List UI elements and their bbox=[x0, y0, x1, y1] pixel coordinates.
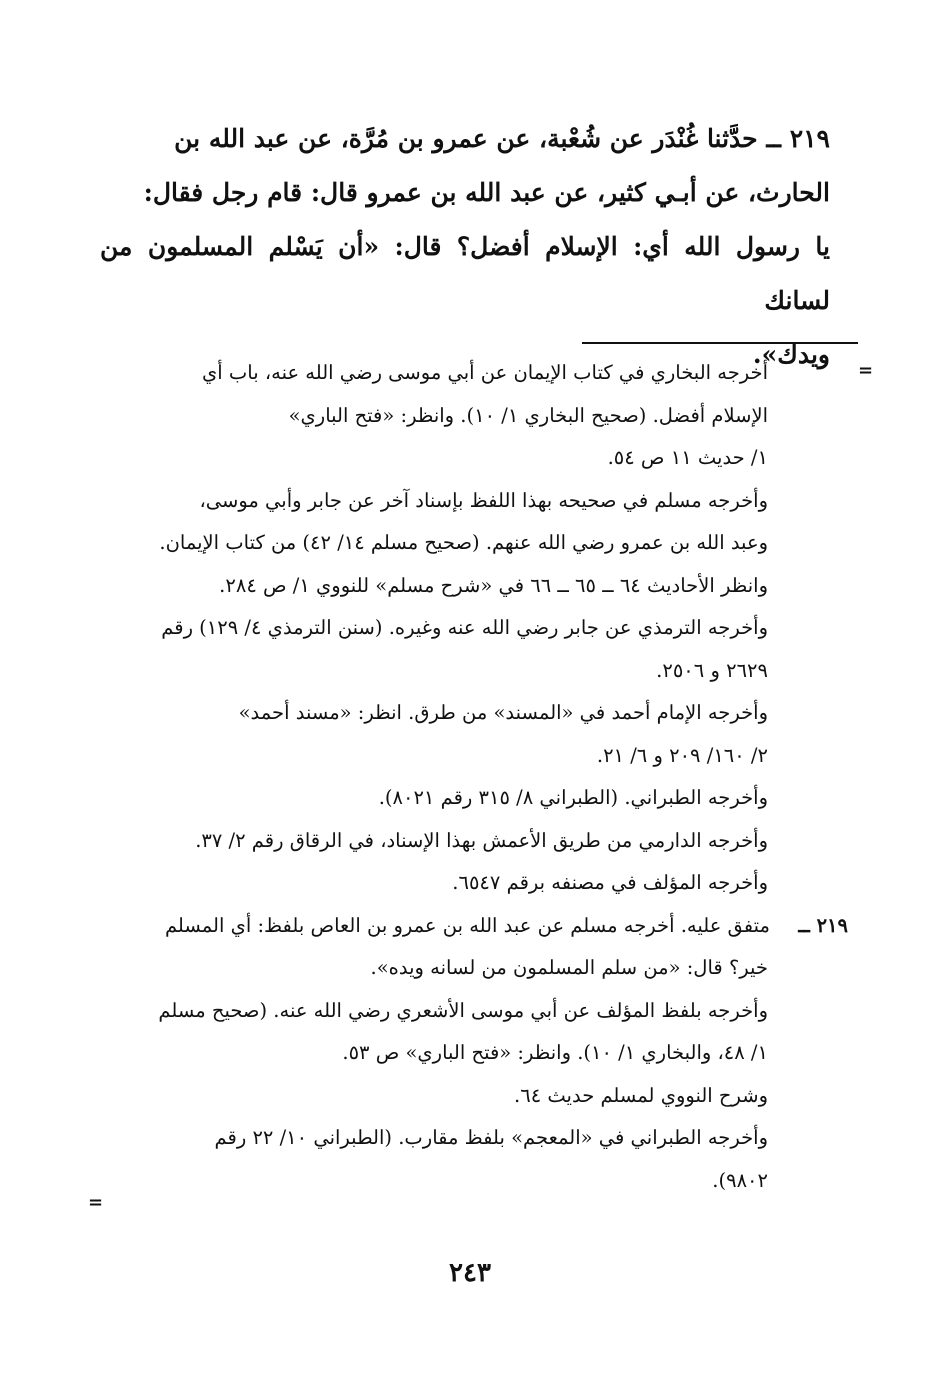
footnote-219-first-line bbox=[100, 905, 848, 948]
footnote-line: وأخرجه الطبراني في «المعجم» بلفظ مقارب. (الطبراني ١٠/ ٢٢ رقم bbox=[214, 1126, 768, 1149]
continuation-mark-top: = bbox=[858, 360, 874, 381]
main-text-line: ٢١٩ ــ حدَّثنا غُنْدَر عن شُعْبة، عن عمرو بن مُرَّة، عن عبد الله بن bbox=[174, 124, 830, 153]
footnote-line: أخرجه البخاري في كتاب الإيمان عن أبي موسى رضي الله عنه، باب أي bbox=[202, 361, 768, 384]
main-text-line: الحارث، عن أبـي كثير، عن عبد الله بن عمرو قال: قام رجل فقال: bbox=[143, 178, 830, 207]
page-number: ٢٤٣ bbox=[449, 1258, 491, 1288]
footnote-line: وأخرجه الترمذي عن جابر رضي الله عنه وغيره. (سنن الترمذي ٤/ ١٢٩) رقم bbox=[161, 616, 768, 639]
main-text-line: يا رسول الله أي: الإسلام أفضل؟ قال: «أن يَسْلم المسلمون من لسانك bbox=[100, 232, 830, 315]
footnote-line: وأخرجه الدارمي من طريق الأعمش بهذا الإسناد، في الرقاق رقم ٢/ ٣٧. bbox=[195, 828, 768, 852]
footnote-line: متفق عليه. أخرجه مسلم عن عبد الله بن عمرو بن العاص بلفظ: أي المسلم bbox=[164, 913, 770, 937]
footnote-line: الإسلام أفضل. (صحيح البخاري ١/ ١٠). وانظر: «فتح الباري» bbox=[288, 403, 768, 427]
footnote-line: ١/ حديث ١١ ص ٥٤. bbox=[607, 446, 768, 469]
footnote-line: وأخرجه بلفظ المؤلف عن أبي موسى الأشعري رضي الله عنه. (صحيح مسلم bbox=[158, 998, 768, 1022]
footnote-line: وأخرجه المؤلف في مصنفه برقم ٦٥٤٧. bbox=[452, 871, 768, 894]
footnotes bbox=[100, 352, 848, 1202]
footnote-line: وأخرجه الإمام أحمد في «المسند» من طرق. انظر: «مسند أحمد» bbox=[238, 701, 768, 724]
footnote-line: ٩٨٠٢). bbox=[712, 1168, 768, 1192]
footnote-line: خير؟ قال: «من سلم المسلمون من لسانه ويده». bbox=[370, 956, 768, 979]
continuation-mark-bottom: = bbox=[88, 1192, 104, 1213]
footnote-separator bbox=[582, 342, 858, 344]
footnote-line: وعبد الله بن عمرو رضي الله عنهم. (صحيح مسلم ١٤/ ٤٢) من كتاب الإيمان. bbox=[159, 531, 768, 554]
footnote-number: ٢١٩ ــ bbox=[798, 913, 848, 937]
footnote-line: وانظر الأحاديث ٦٤ ــ ٦٥ ــ ٦٦ في «شرح مسلم» للنووي ١/ ص ٢٨٤. bbox=[219, 573, 768, 597]
footnote-line: وأخرجه الطبراني. (الطبراني ٨/ ٣١٥ رقم ٨٠٢١). bbox=[378, 786, 768, 809]
footnote-line: ٢/ ١٦٠/ ٢٠٩ و ٦/ ٢١. bbox=[596, 743, 768, 767]
footnote-line: وشرح النووي لمسلم حديث ٦٤. bbox=[514, 1083, 768, 1107]
footnote-line: وأخرجه مسلم في صحيحه بهذا اللفظ بإسناد آخر عن جابر وأبي موسى، bbox=[199, 488, 768, 512]
footnote-line: ٢٦٢٩ و ٢٥٠٦. bbox=[656, 658, 768, 682]
footnote-line: ١/ ٤٨، والبخاري ١/ ١٠). وانظر: «فتح الباري» ص ٥٣. bbox=[342, 1041, 768, 1064]
main-text-line: ويدك». bbox=[752, 340, 830, 369]
